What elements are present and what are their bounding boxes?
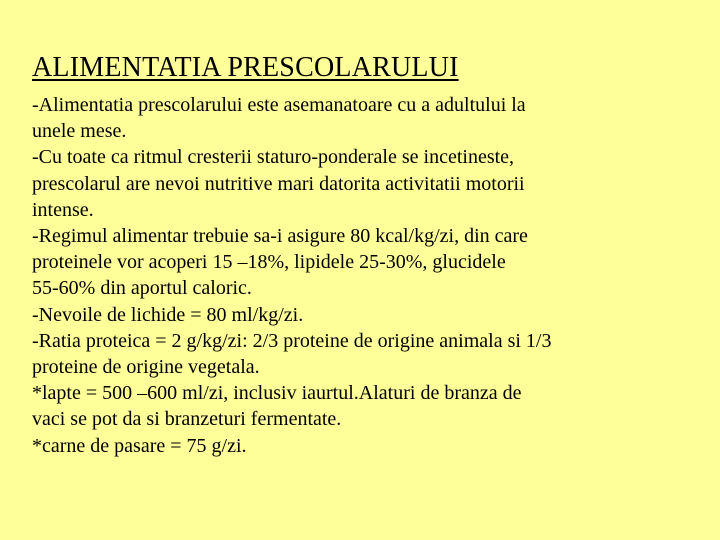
body-line: intense.: [32, 198, 94, 221]
slide-body: [32, 92, 712, 459]
body-line: -Cu toate ca ritmul cresterii staturo-ponderale se incetineste,: [32, 146, 515, 169]
body-line: -Regimul alimentar trebuie sa-i asigure 80 kcal/kg/zi, din care: [32, 225, 528, 248]
body-line: proteinele vor acoperi 15 –18%, lipidele 25-30%, glucidele: [32, 251, 506, 274]
body-line: 55-60% din aportul caloric.: [32, 277, 252, 300]
body-line: *carne de pasare = 75 g/zi.: [32, 434, 247, 457]
body-line: prescolarul are nevoi nutritive mari datorita activitatii motorii: [32, 172, 525, 195]
body-line: *lapte = 500 –600 ml/zi, inclusiv iaurtul.Alaturi de branza de: [32, 382, 522, 405]
body-line: -Alimentatia prescolarului este asemanatoare cu a adultului la: [32, 94, 526, 116]
body-line: -Nevoile de lichide = 80 ml/kg/zi.: [32, 303, 304, 326]
body-line: proteine de origine vegetala.: [32, 356, 260, 379]
slide-title: ALIMENTATIA PRESCOLARULUI: [32, 52, 459, 83]
body-line: -Ratia proteica = 2 g/kg/zi: 2/3 proteine de origine animala si 1/3: [32, 329, 552, 352]
body-line: unele mese.: [32, 120, 127, 143]
body-line: vaci se pot da si branzeturi fermentate.: [32, 408, 342, 431]
